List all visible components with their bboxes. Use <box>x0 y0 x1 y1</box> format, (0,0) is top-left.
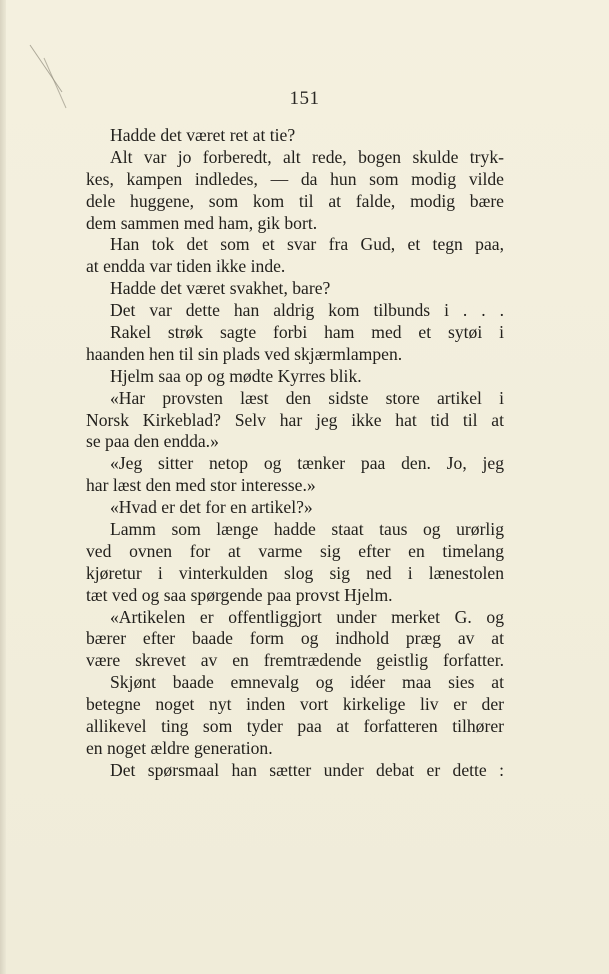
text-line: «Jeg sitter netop og tænker paa den. Jo, jeg <box>110 453 504 474</box>
text-line: kes, kampen indledes, — da hun som modig vilde <box>86 168 504 189</box>
body-text <box>86 125 504 782</box>
text-line: Hjelm saa op og mødte Kyrres blik. <box>110 365 362 386</box>
text-line: at endda var tiden ikke inde. <box>86 256 286 277</box>
page-number: 151 <box>289 88 320 109</box>
page-binding-edge <box>0 0 6 974</box>
text-line: «Artikelen er offentliggjort under merket G. og <box>110 606 504 627</box>
text-line: allikevel ting som tyder paa at forfatteren tilhører <box>86 716 504 737</box>
text-line: «Hvad er det for en artikel?» <box>110 497 313 518</box>
text-line: Norsk Kirkeblad? Selv har jeg ikke hat tid til at <box>86 409 504 430</box>
text-line: bærer efter baade form og indhold præg av at <box>86 628 504 649</box>
text-line: Hadde det været svakhet, bare? <box>110 278 331 299</box>
text-line: kjøretur i vinterkulden slog sig ned i lænestolen <box>86 562 504 583</box>
text-line: tæt ved og saa spørgende paa provst Hjelm. <box>86 584 393 605</box>
text-line: haanden hen til sin plads ved skjærmlampen. <box>86 343 403 364</box>
text-line: en noget ældre generation. <box>86 737 273 758</box>
page-fold-mark <box>0 0 90 130</box>
text-line: se paa den endda.» <box>86 431 219 452</box>
text-line: «Har provsten læst den sidste store artikel i <box>110 387 504 408</box>
text-line: Hadde det været ret at tie? <box>110 125 296 145</box>
text-line: dele huggene, som kom til at falde, modig bære <box>86 190 504 211</box>
text-line: har læst den med stor interesse.» <box>86 475 316 496</box>
text-line: betegne noget nyt inden vort kirkelige liv er der <box>86 694 504 715</box>
text-line: være skrevet av en fremtrædende geistlig forfatter. <box>86 650 504 671</box>
text-line: Det spørsmaal han sætter under debat er dette : <box>110 759 504 780</box>
text-line: Han tok det som et svar fra Gud, et tegn paa, <box>110 234 504 255</box>
text-line: Alt var jo forberedt, alt rede, bogen skulde tryk- <box>110 146 504 167</box>
text-line: dem sammen med ham, gik bort. <box>86 212 318 233</box>
text-line: Lamm som længe hadde staat taus og urørlig <box>110 519 504 540</box>
text-line: Rakel strøk sagte forbi ham med et sytøi i <box>110 322 504 343</box>
text-line: ved ovnen for at varme sig efter en timelang <box>86 540 504 561</box>
text-line: Skjønt baade emnevalg og idéer maa sies at <box>110 672 504 693</box>
text-line: Det var dette han aldrig kom tilbunds i . . . <box>110 300 504 321</box>
